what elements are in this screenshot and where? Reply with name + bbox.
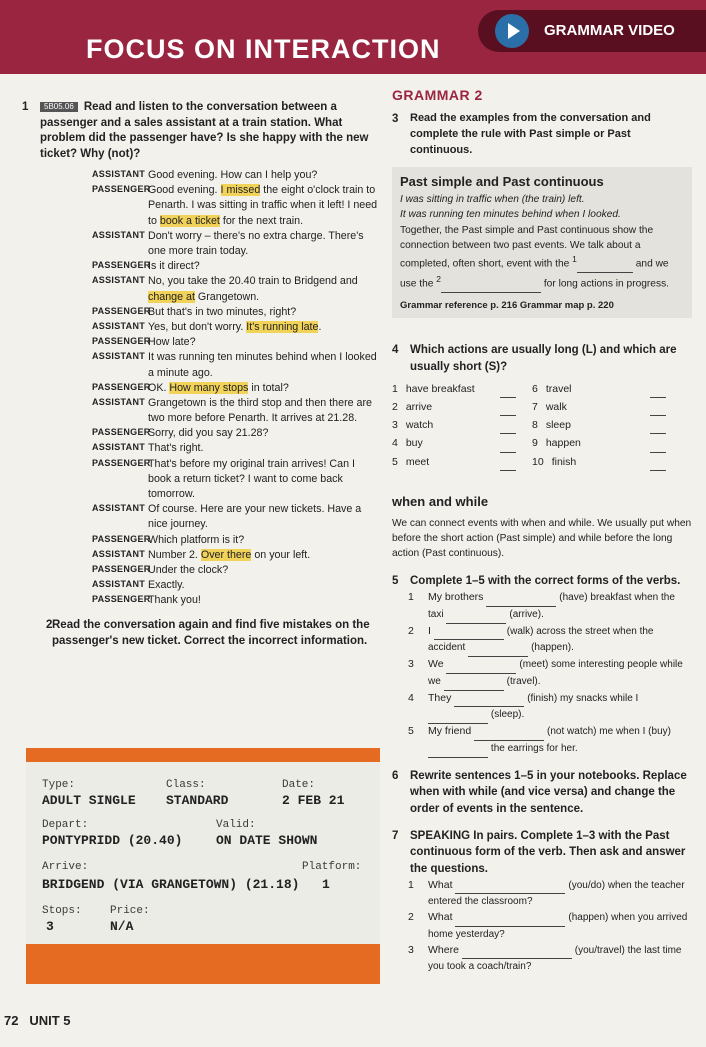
ticket-stops-value: 3 (46, 919, 54, 934)
action-word (532, 400, 567, 416)
dialogue-text: Grangetown. (194, 290, 260, 303)
unit-label: UNIT 5 (29, 1013, 71, 1028)
answer-blank[interactable] (486, 590, 556, 607)
dialogue-text: No, you take the 20.40 train to Bridgend and (148, 275, 358, 288)
task-1 (22, 100, 380, 162)
exercise-item (392, 691, 692, 725)
item-text: the earrings for her. (490, 742, 578, 754)
conversation-line (22, 441, 380, 456)
ticket-type-label: Type: (42, 779, 76, 791)
action-item (532, 400, 682, 416)
task-6-instruction: Rewrite sentences 1–5 in your notebooks. Replace when with while (and vice versa) and change the order of events in the sentence. (410, 769, 687, 815)
example-1: I was sitting in traffic when (the train) left. (400, 193, 585, 205)
ticket-depart-label: Depart: (42, 819, 89, 831)
item-number: 1 (392, 382, 398, 395)
task-number: 2 (46, 618, 53, 631)
speaker-label: PASSENGER (92, 305, 151, 316)
action-item (392, 436, 532, 452)
conversation-line (22, 381, 380, 396)
when-while-title: when and while (392, 493, 489, 509)
answer-blank[interactable] (500, 418, 516, 434)
item-number: 2 (408, 624, 414, 637)
ticket-class-label: Class: (166, 779, 206, 791)
conversation-line (22, 426, 380, 441)
answer-blank[interactable] (500, 455, 516, 471)
dialogue-text: Sorry, did you say 21.28? (148, 427, 269, 440)
speaker-label: ASSISTANT (92, 548, 146, 559)
task-number: 3 (392, 113, 399, 126)
speaker-label: PASSENGER (92, 594, 151, 605)
question-item (392, 910, 692, 943)
answer-blank[interactable] (474, 724, 544, 741)
answer-blank[interactable] (650, 400, 666, 416)
conversation-line (22, 320, 380, 335)
exercise-item (392, 590, 692, 624)
item-text: arrive (405, 400, 433, 413)
conversation-line (22, 396, 380, 426)
item-text: What (428, 911, 453, 924)
item-text: Where (428, 943, 459, 956)
conversation-line (22, 350, 380, 380)
item-text: They (428, 691, 452, 704)
action-word (532, 436, 581, 452)
dialogue-text: . (318, 320, 322, 333)
item-number: 2 (392, 400, 398, 413)
example-2: It was running ten minutes behind when I looked. (400, 209, 621, 221)
dialogue-text: Yes, but don't worry. (148, 320, 247, 333)
answer-blank[interactable] (428, 741, 488, 758)
question-item (392, 878, 692, 911)
task-3 (392, 111, 692, 159)
action-item (532, 418, 682, 434)
item-text: have breakfast (405, 382, 475, 395)
conversation-line (22, 229, 380, 259)
item-number: 4 (408, 691, 414, 704)
dialogue-text: the eight o'clock train to Penarth. I was sitting in traffic when it left! I need to (148, 184, 378, 227)
highlighted-phrase: It's running late (246, 320, 319, 333)
task-6 (392, 768, 692, 818)
task-4-instruction: Which actions are usually long (L) and which are usually short (S)? (410, 344, 677, 373)
item-text: meet (405, 455, 430, 468)
dialogue-text: It was running ten minutes behind when I looked a minute ago. (148, 351, 377, 379)
answer-blank[interactable] (454, 691, 524, 708)
dialogue-text: That's right. (148, 442, 204, 455)
answer-blank[interactable] (500, 436, 516, 452)
rule-part-b: and we use the (400, 258, 669, 290)
page-number: 72 (4, 1013, 19, 1028)
grammar-video-label[interactable]: GRAMMAR VIDEO (544, 22, 675, 39)
answer-blank[interactable] (468, 640, 528, 657)
action-word (392, 436, 423, 452)
dialogue-text: Exactly. (148, 579, 185, 592)
right-column (392, 85, 692, 975)
conversation-line (22, 548, 380, 563)
ticket-valid-label: Valid: (216, 819, 256, 831)
conversation-line (22, 183, 380, 229)
highlighted-phrase: I missed (220, 184, 261, 197)
action-word (532, 455, 576, 471)
answer-blank[interactable] (446, 607, 506, 624)
ticket-price-value: N/A (110, 919, 134, 934)
dialogue-text: Of course. Here are your new tickets. Have a nice journey. (148, 503, 362, 531)
item-number: 9 (532, 437, 538, 450)
speaker-label: PASSENGER (92, 184, 151, 195)
conversation-line (22, 259, 380, 274)
conversation-line (22, 457, 380, 503)
speaker-label: ASSISTANT (92, 229, 146, 240)
item-number: 3 (408, 943, 414, 956)
task-number: 7 (392, 829, 399, 842)
item-number: 10 (532, 455, 544, 468)
item-text: What (428, 878, 453, 891)
ticket-platform-label: Platform: (302, 861, 362, 873)
item-text: (meet) some interesting people while we (428, 659, 683, 687)
speaker-label: ASSISTANT (92, 503, 146, 514)
task-2-instruction: Read the conversation again and find five mistakes on the passenger's new ticket. Correct the incorrect information. (52, 618, 370, 647)
page-footer (4, 1012, 70, 1031)
answer-blank[interactable] (650, 382, 666, 398)
speaker-label: ASSISTANT (92, 169, 146, 180)
rule-blank-2[interactable] (441, 276, 541, 292)
item-text: (walk) across the street when the accident (428, 625, 654, 654)
task-5 (392, 573, 692, 590)
conversation-line (22, 593, 380, 608)
answer-blank[interactable] (455, 910, 565, 927)
highlighted-phrase: book a ticket (159, 214, 220, 227)
item-text: sleep (545, 419, 571, 432)
speaker-label: ASSISTANT (92, 320, 146, 331)
item-number: 5 (408, 725, 414, 738)
item-text: (not watch) me when I (buy) (547, 726, 671, 738)
item-text: We (428, 658, 444, 671)
item-text: My brothers (428, 591, 484, 604)
speaker-label: ASSISTANT (92, 396, 146, 407)
ticket-price-label: Price: (110, 905, 150, 917)
exercise-item (392, 724, 692, 758)
item-text: (you/travel) the last time you took a coach/train? (428, 944, 682, 973)
action-word (392, 382, 475, 398)
question-item (392, 943, 692, 976)
dialogue-text: in total? (248, 381, 289, 394)
blank-number: 2 (436, 273, 441, 284)
task-4 (392, 342, 692, 375)
speaker-label: PASSENGER (92, 260, 151, 271)
ticket-stops-label: Stops: (42, 905, 82, 917)
action-list (392, 382, 692, 471)
ticket-platform-value: 1 (322, 877, 330, 892)
answer-blank[interactable] (462, 943, 572, 960)
ticket-arrive-label: Arrive: (42, 861, 89, 873)
action-word (532, 382, 572, 398)
speaker-label: PASSENGER (92, 563, 151, 574)
grammar-heading: GRAMMAR 2 (392, 87, 483, 103)
action-item (532, 455, 682, 471)
action-item (392, 400, 532, 416)
ticket-type-value: ADULT SINGLE (42, 793, 136, 808)
item-text: travel (545, 382, 572, 395)
conversation-line (22, 578, 380, 593)
ticket-depart-value: PONTYPRIDD (20.40) (42, 833, 183, 848)
item-number: 1 (408, 878, 414, 891)
task-3-instruction: Read the examples from the conversation and complete the rule with Past simple or Past continuous. (410, 112, 651, 157)
action-item (392, 382, 532, 398)
answer-blank[interactable] (428, 707, 488, 724)
ticket-arrive-value: BRIDGEND (VIA GRANGETOWN) (21.18) (42, 877, 300, 892)
dialogue-text: Good evening. How can I help you? (148, 169, 318, 182)
item-number: 3 (392, 419, 398, 432)
task-5-instruction: Complete 1–5 with the correct forms of the verbs. (410, 575, 681, 588)
speaker-label: PASSENGER (92, 533, 151, 544)
speaker-label: ASSISTANT (92, 351, 146, 362)
item-text: happen (545, 437, 581, 450)
action-item (532, 436, 682, 452)
dialogue-text: That's before my original train arrives! Can I book a return ticket? I want to come back tomorrow. (148, 457, 355, 500)
item-text: (sleep). (490, 709, 525, 721)
item-text: (have) breakfast when the taxi (428, 592, 675, 620)
blank-number: 1 (572, 254, 577, 265)
speaker-label: PASSENGER (92, 336, 151, 347)
ticket-date-label: Date: (282, 779, 316, 791)
speaker-label: PASSENGER (92, 457, 151, 468)
task-2 (22, 617, 380, 649)
grammar-reference: Grammar reference p. 216 Grammar map p. 220 (400, 299, 614, 311)
conversation (22, 168, 380, 608)
dialogue-text: on your left. (251, 548, 311, 561)
exercise-item (392, 624, 692, 658)
train-ticket (26, 748, 380, 984)
conversation-line (22, 335, 380, 350)
conversation-line (22, 533, 380, 548)
dialogue-text: Don't worry – there's no extra charge. There's one more train today. (148, 229, 364, 257)
when-while-text: We can connect events with when and while. We usually put when before the short action (Past simple) and while before the long action (Past continuous). (392, 517, 692, 560)
item-text: (you/do) when the teacher entered the classroom? (428, 879, 685, 908)
conversation-line (22, 274, 380, 304)
ticket-valid-value: ON DATE SHOWN (216, 833, 318, 848)
answer-blank[interactable] (500, 400, 516, 416)
dialogue-text: Number 2. (148, 548, 201, 561)
dialogue-text: But that's in two minutes, right? (148, 305, 297, 318)
answer-blank[interactable] (650, 455, 666, 471)
conversation-line (22, 305, 380, 320)
action-word (532, 418, 571, 434)
answer-blank[interactable] (455, 878, 565, 895)
rule-blank-1[interactable] (577, 257, 633, 273)
item-text: buy (405, 437, 423, 450)
dialogue-text: Under the clock? (148, 563, 229, 576)
speaker-label: ASSISTANT (92, 442, 146, 453)
dialogue-text: How late? (148, 336, 196, 349)
item-number: 8 (532, 419, 538, 432)
answer-blank[interactable] (650, 418, 666, 434)
panel-title: Past simple and Past continuous (400, 174, 604, 190)
dialogue-text: Grangetown is the third stop and then there are two more before Penarth. It arrives at 21.28. (148, 396, 372, 425)
conversation-line (22, 168, 380, 183)
task-number: 4 (392, 344, 399, 357)
answer-blank[interactable] (434, 624, 504, 641)
rule-part-a: Together, the Past simple and Past continuous show the connection between two past events. We talk about a completed, often short, event with the (400, 224, 654, 270)
item-number: 1 (408, 591, 414, 604)
item-text: finish (551, 455, 577, 468)
speaker-label: PASSENGER (92, 381, 151, 392)
ticket-band (26, 748, 380, 762)
speaker-label: ASSISTANT (92, 579, 146, 590)
task-number: 6 (392, 769, 399, 782)
dialogue-text: Which platform is it? (148, 533, 245, 546)
task-7-instruction: SPEAKING In pairs. Complete 1–3 with the Past continuous form of the verb. Then ask and answer the questions. (410, 829, 686, 875)
action-item (392, 455, 532, 471)
left-column (22, 100, 380, 649)
item-number: 5 (392, 455, 398, 468)
action-item (532, 382, 682, 398)
grammar-rule-panel (392, 167, 692, 318)
task-1-instruction: Read and listen to the conversation between a passenger and a sales assistant at a train station. What problem did the passenger have? Is she happy with the new ticket? Why (not)? (40, 101, 369, 160)
ticket-class-value: STANDARD (166, 793, 229, 808)
highlighted-phrase: change at (148, 290, 195, 303)
highlighted-phrase: Over there (200, 548, 252, 561)
dialogue-text: for the next train. (219, 214, 304, 227)
play-icon[interactable] (495, 14, 529, 48)
item-number: 3 (408, 658, 414, 671)
item-number: 6 (532, 382, 538, 395)
item-text: (happen) when you arrived home yesterday? (428, 912, 688, 940)
answer-blank[interactable] (650, 436, 666, 452)
task-number: 1 (22, 101, 29, 113)
item-text: (finish) my snacks while I (527, 692, 639, 704)
rule-text (400, 223, 684, 293)
ticket-date-value: 2 FEB 21 (282, 793, 345, 808)
item-text: watch (405, 419, 434, 432)
section-title: FOCUS ON INTERACTION (86, 34, 441, 64)
dialogue-text: OK. (148, 381, 170, 394)
speaker-label: PASSENGER (92, 427, 151, 438)
speaker-label: ASSISTANT (92, 275, 146, 286)
item-text: (arrive). (509, 608, 544, 620)
conversation-line (22, 563, 380, 578)
item-number: 7 (532, 400, 538, 413)
item-text: walk (545, 400, 567, 413)
action-word (392, 418, 433, 434)
ticket-band (26, 944, 380, 984)
highlighted-phrase: How many stops (169, 381, 249, 394)
action-word (392, 400, 432, 416)
answer-blank[interactable] (446, 657, 516, 674)
exercise-item (392, 657, 692, 691)
action-word (392, 455, 429, 471)
item-text: (travel). (506, 675, 541, 687)
conversation-line (22, 502, 380, 532)
action-item (392, 418, 532, 434)
dialogue-text: Thank you! (148, 594, 201, 607)
dialogue-text: Good evening. (148, 184, 221, 197)
item-text: I (428, 624, 431, 637)
item-text: My friend (428, 725, 472, 738)
item-number: 2 (408, 911, 414, 924)
dialogue-text: Is it direct? (148, 260, 200, 273)
audio-track-icon[interactable]: 5B05.06 (40, 102, 78, 113)
answer-blank[interactable] (500, 382, 516, 398)
task-7 (392, 828, 692, 878)
task-number: 5 (392, 575, 399, 588)
rule-part-c: for long actions in progress. (543, 278, 669, 290)
item-number: 4 (392, 437, 398, 450)
item-text: (happen). (531, 642, 574, 654)
answer-blank[interactable] (444, 674, 504, 691)
